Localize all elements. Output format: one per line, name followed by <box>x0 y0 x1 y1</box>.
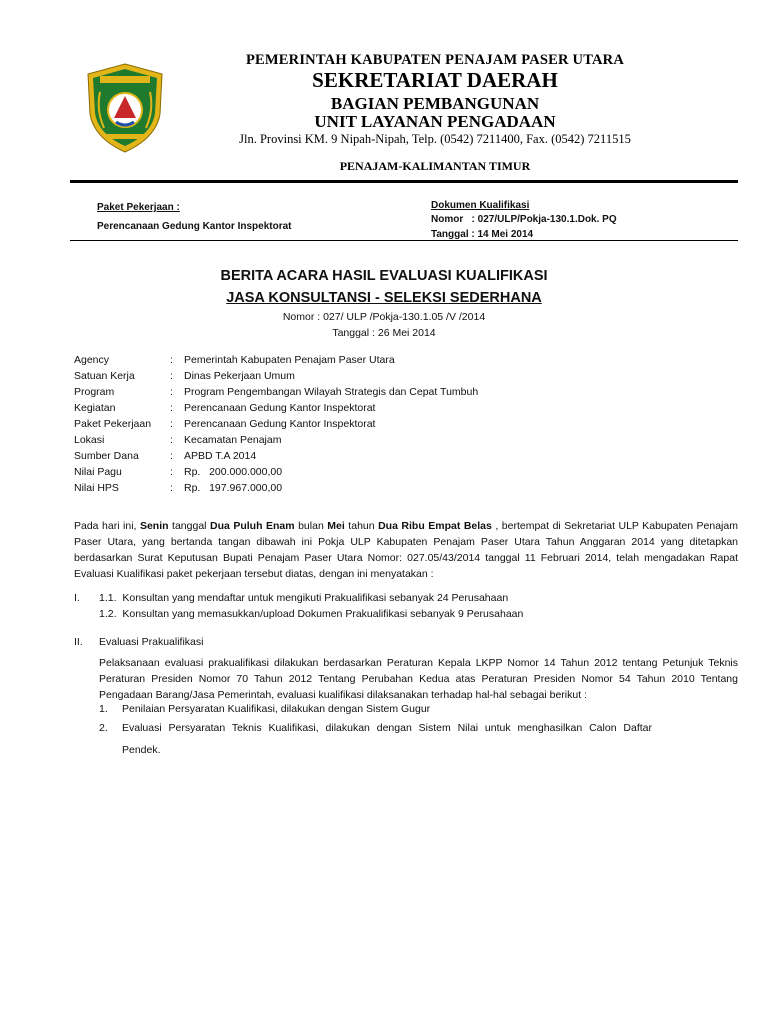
info-row <box>74 370 594 386</box>
opening-line-1 <box>74 518 738 534</box>
letterhead-division: BAGIAN PEMBANGUNAN <box>330 94 540 113</box>
info-row <box>74 402 594 418</box>
meeting-date: Dua Puluh Enam <box>210 520 295 532</box>
meeting-month: Mei <box>327 520 345 532</box>
header-divider <box>70 180 738 183</box>
info-row <box>74 482 594 498</box>
package-divider <box>70 240 738 241</box>
text-segment: tahun <box>344 520 379 532</box>
document-label: Dokumen Kualifikasi <box>431 200 530 211</box>
info-label: Kegiatan <box>74 402 116 414</box>
info-value: Rp. 200.000.000,00 <box>184 466 283 478</box>
letterhead-unit: UNIT LAYANAN PENGADAAN <box>314 112 556 131</box>
letterhead-government: PEMERINTAH KABUPATEN PENAJAM PASER UTARA <box>245 52 625 68</box>
opening-line-4: Evaluasi Kualifikasi paket pekerjaan tersebut diatas, dengan ini menyatakan : <box>74 568 434 580</box>
section-1-item-2: 1.2. Konsultan yang memasukkan/upload Dokumen Prakualifikasi sebanyak 9 Perusahaan <box>99 608 524 620</box>
info-value: APBD T.A 2014 <box>184 450 257 462</box>
section-2-line-3: Pengadaan Barang/Jasa Pemerintah, evaluasi kualifikasi dilaksanakan terhadap hal-hal sebagai berikut : <box>99 689 587 701</box>
opening-paragraph <box>74 518 738 582</box>
section-2-paragraph <box>99 655 738 703</box>
section-2-line-2: Peraturan Presiden Nomor 70 Tahun 2012 Tentang Perubahan Kedua atas Peraturan Presiden Nomor 54 Tahun 2010 Tentang <box>99 673 738 685</box>
info-colon: : <box>170 418 173 430</box>
info-value: Pemerintah Kabupaten Penajam Paser Utara <box>184 354 395 366</box>
info-table <box>74 354 594 498</box>
info-label: Paket Pekerjaan <box>74 418 152 430</box>
text-segment: , bertempat di Sekretariat ULP Kabupaten Penajam <box>491 520 738 532</box>
info-row <box>74 450 594 466</box>
document-date: Tanggal : 14 Mei 2014 <box>431 229 534 240</box>
info-colon: : <box>170 434 173 446</box>
section-2-title: Evaluasi Prakualifikasi <box>99 636 204 648</box>
info-row <box>74 386 594 402</box>
meeting-year: Dua Ribu Empat Belas <box>378 520 492 532</box>
opening-line-2: Paser Utara, yang bertanda tangan dibawah ini Pokja ULP Kabupaten Penajam Paser Utara Tahun Anggaran 2014 yang ditetapkan <box>74 536 738 548</box>
report-title: BERITA ACARA HASIL EVALUASI KUALIFIKASI <box>220 268 548 284</box>
section-2-item-1: Penilaian Persyaratan Kualifikasi, dilakukan dengan Sistem Gugur <box>122 703 431 715</box>
info-colon: : <box>170 466 173 478</box>
info-value: Perencanaan Gedung Kantor Inspektorat <box>184 402 376 414</box>
section-2-num-1: 1. <box>99 703 108 715</box>
section-2-marker: II. <box>74 636 83 648</box>
text-segment: Pada hari ini, <box>74 520 140 532</box>
package-label: Paket Pekerjaan : <box>97 202 180 213</box>
info-value: Dinas Pekerjaan Umum <box>184 370 295 382</box>
info-colon: : <box>170 354 173 366</box>
section-1-marker: I. <box>74 592 80 604</box>
info-colon: : <box>170 370 173 382</box>
opening-line-3: berdasarkan Surat Keputusan Bupati Penajam Paser Utara Nomor: 027.05/43/2014 tanggal 11 Februari 2014, telah mengadakan Rapat <box>74 552 738 564</box>
info-label: Nilai HPS <box>74 482 119 494</box>
document-number: Nomor : 027/ULP/Pokja-130.1.Dok. PQ <box>431 214 617 225</box>
info-row <box>74 354 594 370</box>
text-segment: bulan <box>294 520 328 532</box>
letterhead-secretariat: SEKRETARIAT DAERAH <box>312 68 558 92</box>
section-2-item-2: Evaluasi Persyaratan Teknis Kualifikasi, dilakukan dengan Sistem Nilai untuk menghasilkan Calon Daftar <box>122 722 652 734</box>
info-colon: : <box>170 450 173 462</box>
letterhead-address: Jln. Provinsi KM. 9 Nipah-Nipah, Telp. (0542) 7211400, Fax. (0542) 7211515 <box>239 132 631 146</box>
letterhead-region: PENAJAM-KALIMANTAN TIMUR <box>339 159 531 173</box>
info-label: Sumber Dana <box>74 450 139 462</box>
info-colon: : <box>170 482 173 494</box>
info-value: Perencanaan Gedung Kantor Inspektorat <box>184 418 376 430</box>
text-segment: tanggal <box>168 520 210 532</box>
info-colon: : <box>170 386 173 398</box>
info-label: Agency <box>74 354 110 366</box>
report-subtitle: JASA KONSULTANSI - SELEKSI SEDERHANA <box>226 290 542 306</box>
report-date: Tanggal : 26 Mei 2014 <box>332 327 436 339</box>
section-1-item-1: 1.1. Konsultan yang mendaftar untuk mengikuti Prakualifikasi sebanyak 24 Perusahaan <box>99 592 509 604</box>
info-row <box>74 466 594 482</box>
info-value: Kecamatan Penajam <box>184 434 282 446</box>
info-label: Program <box>74 386 115 398</box>
section-2-item-2-continued: Pendek. <box>122 744 161 756</box>
info-label: Nilai Pagu <box>74 466 122 478</box>
info-label: Satuan Kerja <box>74 370 135 382</box>
section-2-num-2: 2. <box>99 722 108 734</box>
report-number: Nomor : 027/ ULP /Pokja-130.1.05 /V /2014 <box>282 311 486 323</box>
info-colon: : <box>170 402 173 414</box>
info-row <box>74 418 594 434</box>
info-value: Rp. 197.967.000,00 <box>184 482 283 494</box>
section-2-line-1: Pelaksanaan evaluasi prakualifikasi dilakukan berdasarkan Peraturan Kepala LKPP Nomor 14 Tahun 2012 tentang Petunjuk Teknis <box>99 657 738 669</box>
info-row <box>74 434 594 450</box>
package-name: Perencanaan Gedung Kantor Inspektorat <box>97 221 292 232</box>
info-label: Lokasi <box>74 434 105 446</box>
meeting-day: Senin <box>139 520 169 532</box>
info-value: Program Pengembangan Wilayah Strategis dan Cepat Tumbuh <box>184 386 479 398</box>
